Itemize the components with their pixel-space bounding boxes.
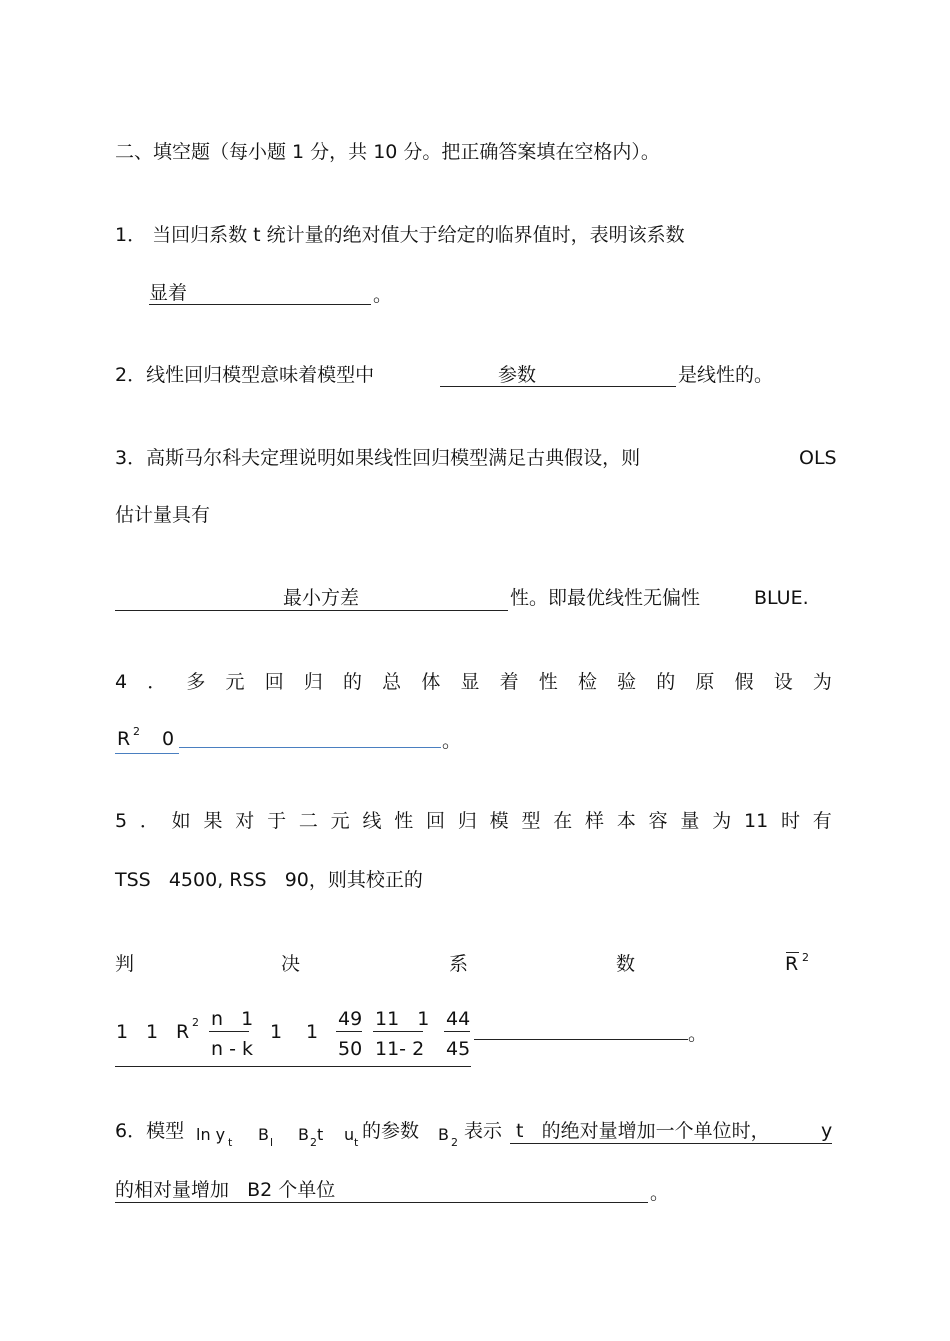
q5-f4-bar: [444, 1031, 470, 1032]
q1-end: 。: [373, 284, 393, 306]
q6-u: u: [344, 1125, 355, 1144]
q5-char: 果: [203, 810, 223, 832]
q4-answer-underline: [179, 747, 441, 748]
q6-biaoshi: 表示: [464, 1120, 503, 1142]
q4-char: 总: [382, 671, 402, 693]
q5-line2: TSS 4500, RSS 90，则其校正的: [115, 869, 423, 891]
q4-char: 的: [656, 671, 676, 693]
q5-char: 11: [744, 810, 769, 832]
q5-char: 有: [812, 810, 832, 832]
q2-answer: 参数: [498, 364, 537, 386]
q5-f1-num: n 1: [211, 1008, 254, 1030]
q6-t: t: [317, 1125, 324, 1144]
q6-answer1: t 的绝对量增加一个单位时，: [516, 1120, 770, 1142]
q4-char: 为: [812, 671, 832, 693]
q4-zero: 0: [162, 728, 175, 750]
q6-end: 。: [650, 1182, 670, 1204]
q4-r: R: [117, 728, 131, 750]
q5-char: 在: [553, 810, 573, 832]
q5-char: 本: [616, 810, 636, 832]
q5-f-one-d: 1: [306, 1021, 319, 1043]
q6-b2: B: [298, 1125, 309, 1144]
q5-f-r: R: [176, 1021, 190, 1043]
q4-line1: [115, 673, 832, 692]
q6-sub-t2: t: [354, 1136, 359, 1149]
q4-char: 着: [499, 671, 519, 693]
q3-ols: OLS: [799, 447, 837, 469]
q5-f-one-b: 1: [146, 1021, 159, 1043]
q5-f2-den: 50: [338, 1038, 363, 1060]
q4-char: ．: [147, 671, 167, 693]
q6-answer2-underline: [115, 1202, 648, 1203]
q2-prefix: 2．线性回归模型意味着模型中: [115, 364, 375, 386]
q6-b1: B: [258, 1125, 269, 1144]
q5-word-pan: 判: [115, 953, 135, 975]
q3-suffix: 性。即最优线性无偏性: [510, 587, 701, 609]
q4-r-sup: 2: [133, 725, 140, 738]
q2-suffix: 是线性的。: [678, 364, 774, 386]
q6-y: y: [821, 1120, 833, 1142]
q1-answer-underline: [149, 304, 371, 305]
q5-char: 对: [235, 810, 255, 832]
section-title: 二、填空题（每小题 1 分，共 10 分。把正确答案填在空格内）。: [115, 141, 660, 163]
q5-word-jue: 决: [281, 953, 301, 975]
q6-answer2: 的相对量增加 B2 个单位: [115, 1179, 336, 1201]
q5-f2-bar: [336, 1031, 362, 1032]
q4-char: 4: [115, 671, 128, 693]
q4-char: 性: [538, 671, 558, 693]
q4-answer-underline-left: [115, 753, 179, 754]
q5-char: 回: [426, 810, 446, 832]
q4-char: 元: [225, 671, 245, 693]
q5-answer-underline: [474, 1039, 688, 1040]
q5-end: 。: [688, 1023, 708, 1045]
q5-char: 于: [267, 810, 287, 832]
q6-sub-t1: t: [228, 1136, 233, 1149]
q4-char: 的: [343, 671, 363, 693]
q5-f1-bar: [209, 1031, 249, 1032]
q5-char: 模: [489, 810, 509, 832]
q5-char: 归: [457, 810, 477, 832]
q5-f-r-sup: 2: [192, 1016, 199, 1029]
q3-answer-underline: [115, 610, 508, 611]
q5-char: ．: [139, 810, 159, 832]
q4-char: 归: [303, 671, 323, 693]
q5-char: 5: [115, 810, 128, 832]
q4-char: 显: [460, 671, 480, 693]
q2-answer-underline: [440, 386, 676, 387]
q5-char: 时: [780, 810, 800, 832]
q6-ln-y: ln y: [196, 1125, 226, 1144]
q5-char: 样: [585, 810, 605, 832]
q4-char: 验: [617, 671, 637, 693]
q5-f-one-a: 1: [116, 1021, 129, 1043]
q5-rbar-overline: [786, 952, 799, 953]
q5-f-one-c: 1: [270, 1021, 283, 1043]
q5-f4-num: 44: [446, 1008, 471, 1030]
q4-char: 原: [695, 671, 715, 693]
q5-f1-den: n - k: [211, 1038, 253, 1060]
q5-f3-den: 11- 2: [375, 1038, 425, 1060]
q3-answer: 最小方差: [283, 587, 360, 609]
q5-char: 量: [680, 810, 700, 832]
q5-char: 线: [362, 810, 382, 832]
q5-char: 二: [298, 810, 318, 832]
q5-rbar-sup: 2: [802, 951, 809, 964]
q5-char: 性: [394, 810, 414, 832]
q5-formula-underline: [115, 1066, 471, 1067]
q5-f2-num: 49: [338, 1008, 363, 1030]
q5-line1: [115, 812, 832, 831]
q5-f3-num: 11 1: [375, 1008, 430, 1030]
q6-answer1-underline: [510, 1143, 832, 1144]
q5-char: 容: [648, 810, 668, 832]
q6-b2-param: B: [438, 1125, 449, 1144]
q5-char: 型: [521, 810, 541, 832]
q6-prefix: 6．模型: [115, 1120, 185, 1142]
q5-rbar: R: [785, 953, 799, 975]
q6-mid: 的参数: [362, 1120, 420, 1142]
q4-char: 体: [421, 671, 441, 693]
q5-f4-den: 45: [446, 1038, 471, 1060]
q4-char: 多: [186, 671, 206, 693]
q5-word-shu: 数: [616, 953, 636, 975]
q6-sub-2b: 2: [451, 1136, 458, 1149]
q4-char: 回: [264, 671, 284, 693]
q1-answer: 显着: [149, 282, 188, 304]
q6-sub-2: 2: [310, 1136, 317, 1149]
q5-word-xi: 系: [449, 953, 469, 975]
q5-char: 如: [171, 810, 191, 832]
q5-f3-bar: [373, 1031, 423, 1032]
q4-char: 假: [734, 671, 754, 693]
q5-char: 元: [330, 810, 350, 832]
q3-blue: BLUE.: [754, 587, 809, 609]
q1-line1: 1． 当回归系数 t 统计量的绝对值大于给定的临界值时，表明该系数: [115, 224, 685, 246]
q4-char: 设: [773, 671, 793, 693]
q3-line2: 估计量具有: [115, 504, 211, 526]
q4-end: 。: [442, 730, 462, 752]
q6-sub-1: l: [270, 1136, 274, 1149]
q3-line1: 3．高斯马尔科夫定理说明如果线性回归模型满足古典假设，则: [115, 447, 641, 469]
q5-char: 为: [712, 810, 732, 832]
q4-char: 检: [577, 671, 597, 693]
